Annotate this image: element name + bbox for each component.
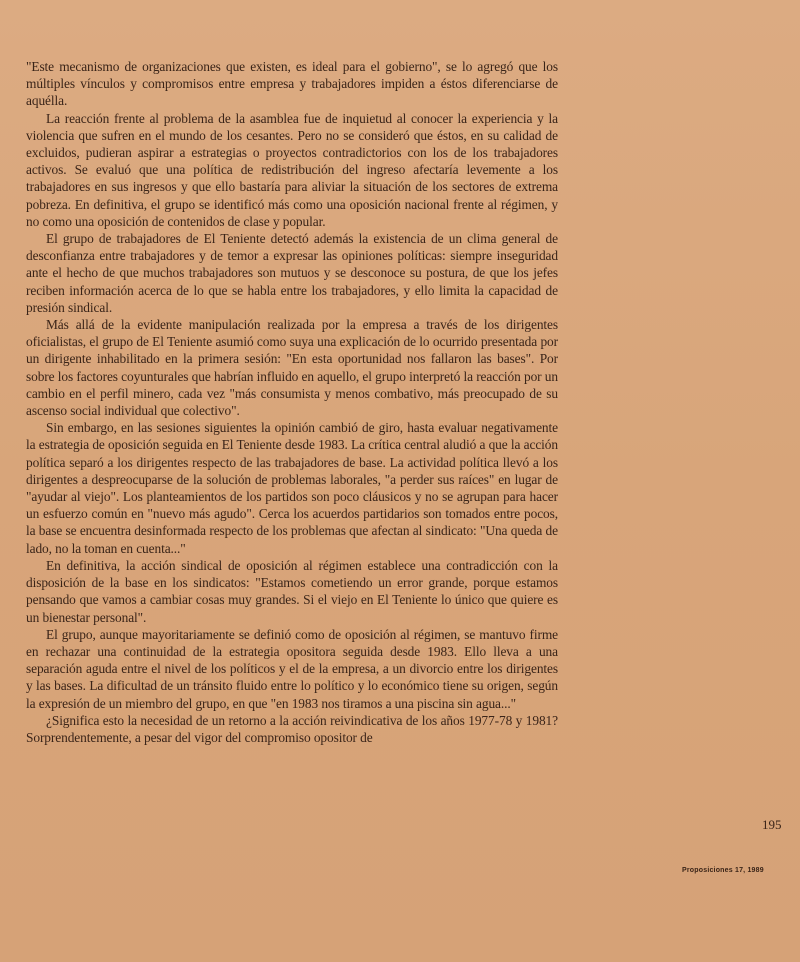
paragraph-2: La reacción frente al problema de la asamblea fue de inquietud al conocer la experiencia y la violencia que sufren en el mundo de los cesantes. Pero no se consideró que éstos, en su calidad de excluidos, pudieran aspirar a estrategias o proyectos contradictorios con los de los trabajadores activos. Se evaluó que una política de redistribución del ingreso afectaría levemente a los trabajadores en sus ingresos y que ello bastaría para aliviar la situación de los sectores de extrema pobreza. En definitiva, el grupo se identificó más como una oposición nacional frente al régimen, y no como una oposición de contenidos de clase y popular. [26,110,558,229]
paragraph-3: El grupo de trabajadores de El Teniente detectó además la existencia de un clima general de desconfianza entre trabajadores y de temor a expresar las opiniones políticas: siempre inseguridad ante el hecho de que muchos trabajadores son mutuos y se desconoce su postura, de que los jefes reciben información acerca de lo que se habla entre los trabajadores, y ello limita la capacidad de presión sindical. [26,231,558,315]
body-text [26,58,558,746]
publication-label: Proposiciones 17, 1989 [682,867,764,874]
paragraph-6: En definitiva, la acción sindical de oposición al régimen establece una contradicción con la disposición de la base en los sindicatos: "Estamos cometiendo un error grande, porque estamos pensando que vamos a cambiar cosas muy grandes. Si el viejo en El Teniente lo único que quiere es un bienestar personal". [26,557,558,625]
paragraph-7: El grupo, aunque mayoritariamente se definió como de oposición al régimen, se mantuvo firme en rechazar una continuidad de la estrategia opositora seguida desde 1983. Ello lleva a una separación aguda entre el nivel de los políticos y el de la empresa, a un divorcio entre los dirigentes y las bases. La dificultad de un tránsito fluido entre lo político y lo económico tiene su origen, según la expresión de un miembro del grupo, en que "en 1983 nos tiramos a una piscina sin agua..." [26,626,558,711]
paragraph-4: Más allá de la evidente manipulación realizada por la empresa a través de los dirigentes oficialistas, el grupo de El Teniente asumió como suya una explicación de lo ocurrido presentada por un dirigente inhabilitado en la primera sesión: "En esta oportunidad nos fallaron las bases". Por sobre los factores coyunturales que habrían influido en aquello, el grupo interpretó la reacción por un cambio en el perfil minero, cada vez "más consumista y menos combativo, más preocupado de su ascenso social individual que colectivo". [26,317,558,419]
page-number: 195 [762,817,782,832]
paragraph-8: ¿Significa esto la necesidad de un retorno a la acción reivindicativa de los años 1977-78 y 1981? Sorprendentemente, a pesar del vigor del compromiso opositor de [26,712,558,745]
paragraph-1: "Este mecanismo de organizaciones que existen, es ideal para el gobierno", se lo agregó que los múltiples vínculos y compromisos entre empresa y trabajadores impiden a éstos diferenciarse de aquélla. [26,59,558,109]
paragraph-5: Sin embargo, en las sesiones siguientes la opinión cambió de giro, hasta evaluar negativamente la estrategia de oposición seguida en El Teniente desde 1983. La crítica central aludió a que la acción política separó a los dirigentes respecto de las trabajadores de base. La actividad política llevó a los dirigentes a despreocuparse de la solución de problemas laborales, "a perder sus raíces" en lugar de "ayudar al viejo". Los planteamientos de los partidos son poco cláusicos y no se agrupan para hacer un esfuerzo común en "nuevo más agudo". Cerca los acuerdos partidarios son tomados entre pocos, la base se encuentra desinformada respecto de los problemas que afectan al sindicato: "Una queda de lado, no la toman en cuenta..." [26,420,558,556]
